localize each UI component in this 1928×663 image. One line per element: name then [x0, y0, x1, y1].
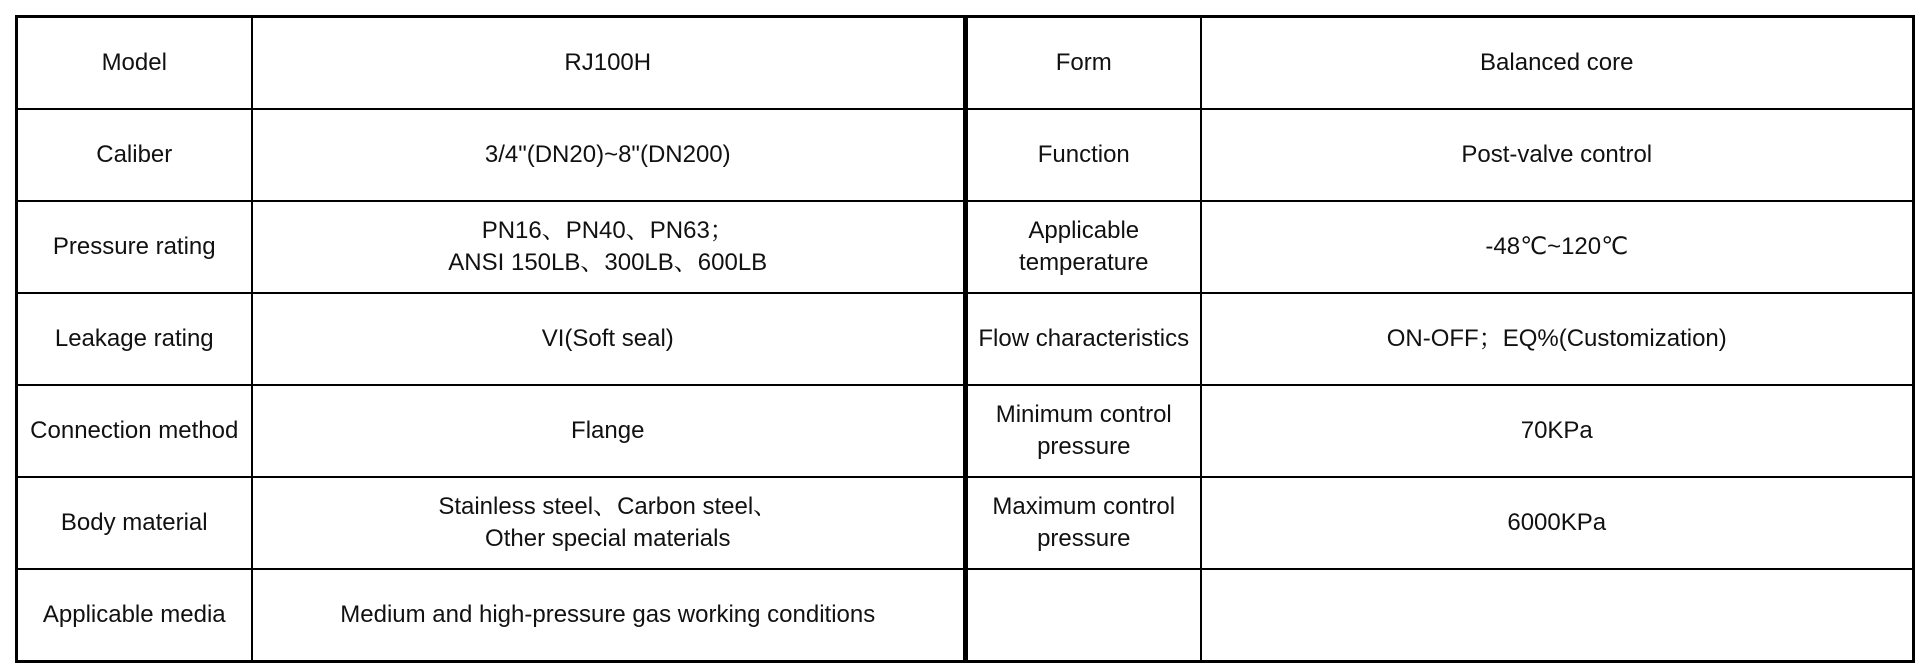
- value-cell: [252, 569, 966, 662]
- label-cell: [17, 109, 252, 201]
- label-cell: [17, 477, 252, 569]
- cell-text-line: Applicable media: [42, 600, 226, 628]
- value-cell: [1201, 385, 1914, 477]
- label-cell: [17, 293, 252, 385]
- cell-text-line: Minimum control: [995, 400, 1172, 428]
- spec-table-body: [17, 17, 1914, 662]
- value-cell: [252, 293, 966, 385]
- label-cell: [17, 17, 252, 110]
- cell-text-line: Flange: [571, 416, 645, 444]
- cell-text-line: ANSI 150LB、300LB、600LB: [448, 249, 768, 276]
- label-cell: [966, 201, 1201, 293]
- cell-text-line: Post-valve control: [1461, 140, 1653, 168]
- value-cell: [252, 17, 966, 110]
- cell-text-line: Balanced core: [1480, 48, 1634, 76]
- cell-text-line: Leakage rating: [54, 324, 214, 352]
- cell-text-line: VI(Soft seal): [541, 324, 674, 352]
- cell-text-line: Flow characteristics: [978, 324, 1190, 352]
- cell-text-line: PN16、PN40、PN63；: [481, 216, 734, 244]
- cell-text-line: -48℃~120℃: [1485, 232, 1629, 260]
- cell-text-line: temperature: [1019, 249, 1149, 276]
- label-cell: [17, 569, 252, 662]
- cell-text-line: 3/4"(DN20)~8"(DN200): [484, 140, 731, 168]
- cell-text-line: RJ100H: [564, 48, 652, 76]
- table-row: [17, 201, 1914, 293]
- label-cell: [966, 477, 1201, 569]
- table-row: [17, 293, 1914, 385]
- cell-text-line: Maximum control: [992, 492, 1176, 520]
- cell-text-line: Other special materials: [485, 525, 731, 552]
- cell-text-line: Function: [1037, 140, 1130, 168]
- value-cell: [1201, 569, 1914, 662]
- cell-text-line: Medium and high-pressure gas working conditions: [340, 600, 876, 628]
- cell-text-line: pressure: [1037, 525, 1131, 552]
- table-row: [17, 569, 1914, 662]
- value-cell: [252, 201, 966, 293]
- label-cell: [966, 385, 1201, 477]
- cell-text-line: pressure: [1037, 433, 1131, 460]
- label-cell: [966, 569, 1201, 662]
- table-row: [17, 385, 1914, 477]
- cell-text-line: Applicable: [1028, 216, 1140, 244]
- cell-text-line: Form: [1055, 48, 1112, 76]
- label-cell: [17, 385, 252, 477]
- cell-text-line: Connection method: [30, 416, 239, 444]
- cell-text-line: ON-OFF；EQ%(Customization): [1386, 324, 1727, 352]
- cell-text-line: 70KPa: [1520, 416, 1593, 444]
- table-row: [17, 109, 1914, 201]
- cell-text-line: 6000KPa: [1507, 508, 1607, 536]
- cell-text-line: Model: [101, 48, 167, 76]
- cell-text-line: Caliber: [96, 140, 173, 168]
- value-cell: [1201, 293, 1914, 385]
- cell-text-line: Pressure rating: [52, 232, 216, 260]
- value-cell: [1201, 201, 1914, 293]
- label-cell: [966, 109, 1201, 201]
- value-cell: [252, 109, 966, 201]
- table-row: [17, 477, 1914, 569]
- value-cell: [252, 385, 966, 477]
- value-cell: [252, 477, 966, 569]
- spec-table: [15, 15, 1915, 663]
- value-cell: [1201, 17, 1914, 110]
- cell-text-line: Stainless steel、Carbon steel、: [438, 492, 778, 520]
- value-cell: [1201, 477, 1914, 569]
- label-cell: [966, 17, 1201, 110]
- value-cell: [1201, 109, 1914, 201]
- table-row: [17, 17, 1914, 110]
- label-cell: [966, 293, 1201, 385]
- cell-text-line: Body material: [60, 508, 208, 536]
- label-cell: [17, 201, 252, 293]
